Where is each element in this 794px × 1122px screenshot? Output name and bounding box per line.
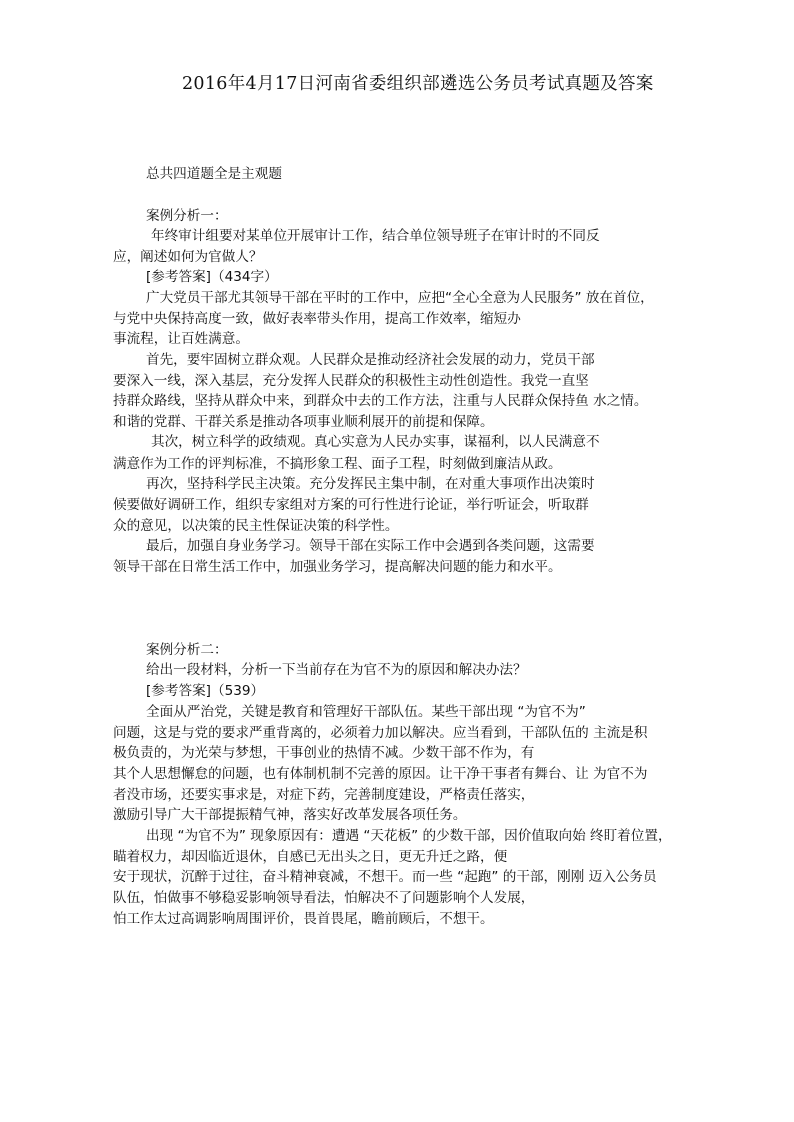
case2-paragraph-line: 激励引导广大干部提振精气神，落实好改革发展各项任务。 bbox=[113, 807, 467, 823]
case2-paragraph-line: 问题，这是与党的要求严重背离的，必须着力加以解决。应当看到，干部队伍的 主流是积 bbox=[113, 725, 648, 741]
case1-question-line: 年终审计组要对某单位开展审计工作，结合单位领导班子在审计时的不同反 bbox=[151, 228, 600, 244]
case2-answer-label: [参考答案]（539） bbox=[146, 683, 265, 699]
case2-paragraph-line: 安于现状，沉醉于过往，奋斗精神衰减，不想干。而一些 “起跑” 的干部，刚刚 迈入公务员 bbox=[113, 869, 657, 885]
case2-question: 给出一段材料，分析一下当前存在为官不为的原因和解决办法？ bbox=[146, 662, 527, 678]
document-title: 2016年4月17日河南省委组织部遴选公务员考试真题及答案 bbox=[182, 74, 654, 94]
case1-paragraph-line: 持群众路线，坚持从群众中来，到群众中去的工作方法，注重与人民群众保持鱼 水之情。 bbox=[113, 393, 648, 409]
case1-paragraph-line: 候要做好调研工作，组织专家组对方案的可行性进行论证，举行听证会，听取群 bbox=[113, 497, 589, 513]
case1-question-line: 应，阐述如何为官做人？ bbox=[113, 249, 263, 265]
case2-paragraph-line: 极负责的，为光荣与梦想，干事创业的热情不减。少数干部不作为，有 bbox=[113, 745, 535, 761]
case2-paragraph-line: 者没市场，还要实事求是，对症下药，完善制度建设，严格责任落实， bbox=[113, 787, 535, 803]
case1-paragraph-line: 再次，坚持科学民主决策。充分发挥民主集中制，在对重大事项作出决策时 bbox=[146, 476, 595, 492]
case1-paragraph-line: 众的意见，以决策的民主性保证决策的科学性。 bbox=[113, 518, 399, 534]
case1-paragraph-line: 广大党员干部尤其领导干部在平时的工作中，应把“全心全意为人民服务” 放在首位， bbox=[146, 290, 654, 306]
case1-paragraph-line: 其次，树立科学的政绩观。真心实意为人民办实事，谋福利，以人民满意不 bbox=[151, 434, 600, 450]
case2-heading: 案例分析二： bbox=[146, 642, 228, 658]
case1-paragraph-line: 领导干部在日常生活工作中，加强业务学习，提高解决问题的能力和水平。 bbox=[113, 559, 562, 575]
case1-paragraph-line: 要深入一线，深入基层，充分发挥人民群众的积极性主动性创造性。我党一直坚 bbox=[113, 373, 589, 389]
case1-answer-label: [参考答案]（434字） bbox=[146, 269, 278, 285]
case1-paragraph-line: 最后，加强自身业务学习。领导干部在实际工作中会遇到各类问题，这需要 bbox=[146, 538, 595, 554]
case1-heading: 案例分析一： bbox=[146, 208, 228, 224]
case1-paragraph-line: 满意作为工作的评判标准，不搞形象工程、面子工程，时刻做到廉洁从政。 bbox=[113, 456, 562, 472]
case1-paragraph-line: 事流程，让百姓满意。 bbox=[113, 331, 249, 347]
case2-paragraph-line: 队伍，怕做事不够稳妥影响领导看法，怕解决不了问题影响个人发展， bbox=[113, 890, 535, 906]
case2-paragraph-line: 其个人思想懈怠的问题，也有体制机制不完善的原因。让干净干事者有舞台、让 为官不为 bbox=[113, 766, 648, 782]
case2-paragraph-line: 瞄着权力，却因临近退休，自感已无出头之日，更无升迁之路，便 bbox=[113, 849, 508, 865]
case2-paragraph-line: 全面从严治党，关键是教育和管理好干部队伍。某些干部出现 “为官不为” bbox=[146, 704, 586, 720]
case1-paragraph-line: 首先，要牢固树立群众观。人民群众是推动经济社会发展的动力，党员干部 bbox=[146, 352, 595, 368]
case2-paragraph-line: 怕工作太过高调影响周围评价，畏首畏尾，瞻前顾后，不想干。 bbox=[113, 911, 494, 927]
case1-paragraph-line: 和谐的党群、干群关系是推动各项事业顺利展开的前提和保障。 bbox=[113, 414, 494, 430]
case1-paragraph-line: 与党中央保持高度一致，做好表率带头作用，提高工作效率，缩短办 bbox=[113, 311, 521, 327]
case2-paragraph-line: 出现 “为官不为” 现象原因有：遭遇 “天花板” 的少数干部，因价值取向始 终盯着位置， bbox=[146, 828, 672, 844]
intro-text: 总共四道题全是主观题 bbox=[146, 166, 282, 182]
